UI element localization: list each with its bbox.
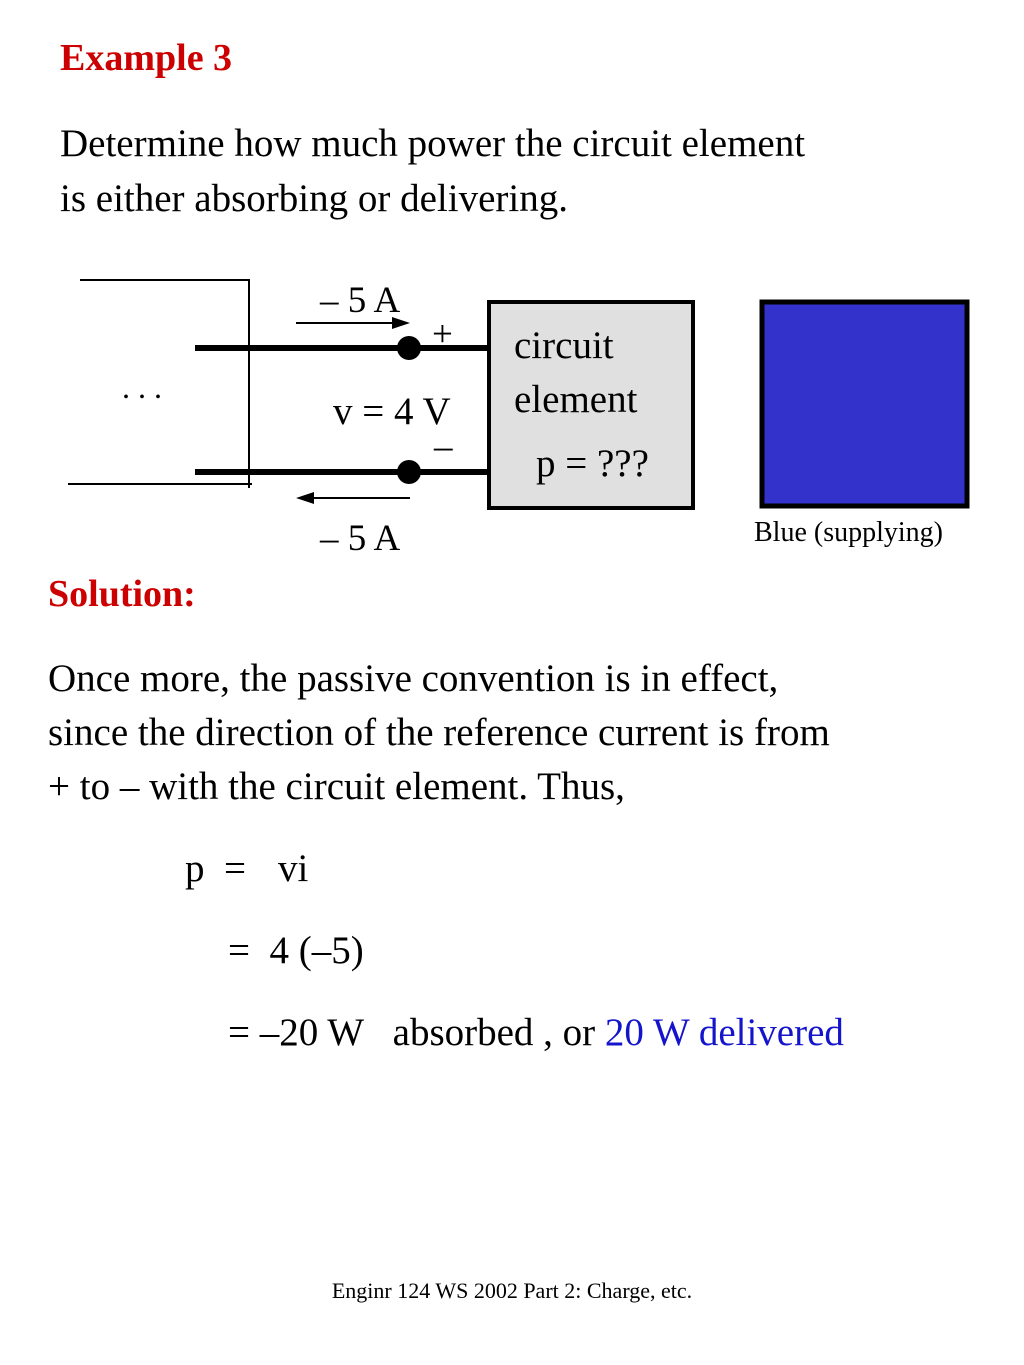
solution-paragraph xyxy=(48,652,830,814)
solution-heading: Solution: xyxy=(48,573,196,615)
voltage-label: v = 4 V xyxy=(333,390,451,433)
top-terminal-node xyxy=(397,336,421,360)
equation-line2: = 4 (–5) xyxy=(228,929,364,972)
equation-line3 xyxy=(228,1010,844,1055)
problem-line: is either absorbing or delivering. xyxy=(60,177,568,220)
element-label-line2: element xyxy=(514,378,638,421)
example-title: Example 3 xyxy=(60,37,233,79)
plus-sign: + xyxy=(432,314,453,355)
swatch-caption: Blue (supplying) xyxy=(754,517,943,548)
solution-line: + to – with the circuit element. Thus, xyxy=(48,765,625,808)
solution-line: since the direction of the reference current is from xyxy=(48,711,830,754)
element-label-line1: circuit xyxy=(514,324,614,367)
equation-line1-rhs: vi xyxy=(278,847,309,890)
problem-line: Determine how much power the circuit element xyxy=(60,122,806,165)
bottom-terminal-node xyxy=(397,460,421,484)
solution-line: Once more, the passive convention is in effect, xyxy=(48,657,779,700)
problem-statement xyxy=(60,116,980,226)
equation-line3-text: = –20 W absorbed , or xyxy=(228,1011,605,1054)
current-bottom-label: – 5 A xyxy=(320,518,401,559)
network-ellipsis: . . . xyxy=(122,369,162,405)
circuit-diagram xyxy=(0,250,1024,560)
blue-swatch xyxy=(762,302,967,506)
equation-line1-lhs: p = xyxy=(185,847,246,890)
current-top-label: – 5 A xyxy=(320,280,401,321)
slide-footer: Enginr 124 WS 2002 Part 2: Charge, etc. xyxy=(331,1278,693,1303)
bottom-current-arrowhead xyxy=(296,492,314,504)
element-power-label: p = ??? xyxy=(536,442,649,485)
equation-line3-highlight: 20 W delivered xyxy=(604,1011,844,1054)
network-bracket xyxy=(80,280,249,488)
minus-sign: – xyxy=(434,426,453,467)
